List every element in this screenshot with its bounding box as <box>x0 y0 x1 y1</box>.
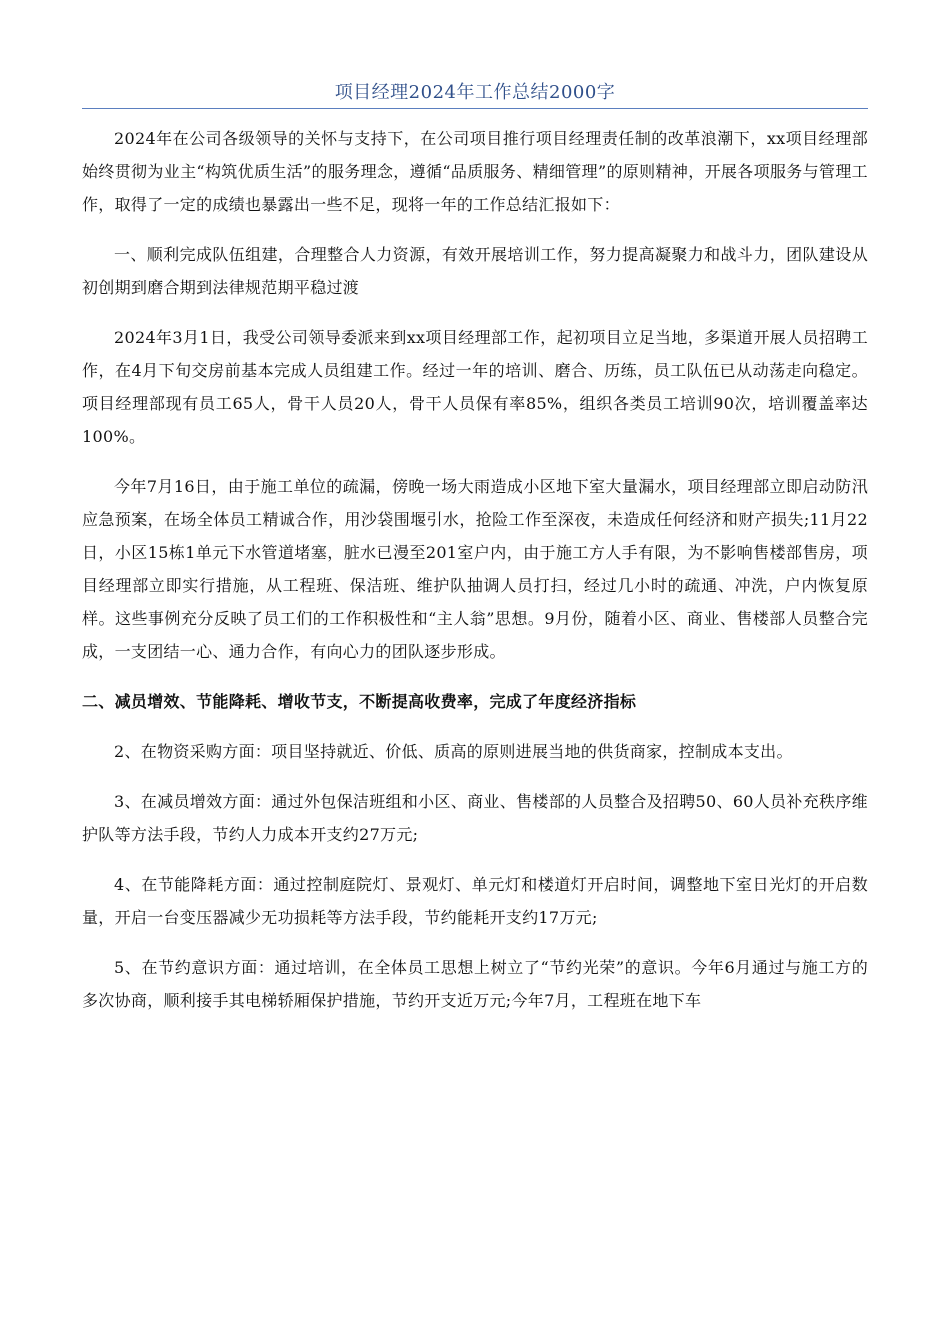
paragraph-item-4: 4、在节能降耗方面：通过控制庭院灯、景观灯、单元灯和楼道灯开启时间，调整地下室日光灯的开启数量，开启一台变压器减少无功损耗等方法手段，节约能耗开支约17万元; <box>82 875 868 927</box>
paragraph-item-3: 3、在减员增效方面：通过外包保洁班组和小区、商业、售楼部的人员整合及招聘50、60人员补充秩序维护队等方法手段，节约人力成本开支约27万元; <box>82 792 868 844</box>
intro-paragraph: 2024年在公司各级领导的关怀与支持下，在公司项目推行项目经理责任制的改革浪潮下，xx项目经理部始终贯彻为业主“构筑优质生活”的服务理念，遵循“品质服务、精细管理”的原则精神，开展各项服务与管理工作，取得了一定的成绩也暴露出一些不足，现将一年的工作总结汇报如下： <box>82 129 868 214</box>
document-title: 项目经理2024年工作总结2000字 <box>334 82 616 103</box>
paragraph-item-2: 2、在物资采购方面：项目坚持就近、价低、质高的原则进展当地的供货商家，控制成本支出。 <box>114 742 793 761</box>
title-underline <box>82 108 868 109</box>
paragraph-team-formation: 2024年3月1日，我受公司领导委派来到xx项目经理部工作，起初项目立足当地，多渠道开展人员招聘工作，在4月下旬交房前基本完成人员组建工作。经过一年的培训、磨合、历练，员工队伍已从动荡走向稳定。项目经理部现有员工65人，骨干人员20人，骨干人员保有率85%，组织各类员工培训90次，培训覆盖率达100%。 <box>82 328 868 446</box>
paragraph-item-5: 5、在节约意识方面：通过培训，在全体员工思想上树立了“节约光荣”的意识。今年6月通过与施工方的多次协商，顺利接手其电梯轿厢保护措施，节约开支近万元;今年7月，工程班在地下车 <box>82 958 868 1010</box>
paragraph-incidents: 今年7月16日，由于施工单位的疏漏，傍晚一场大雨造成小区地下室大量漏水，项目经理部立即启动防汛应急预案，在场全体员工精诚合作，用沙袋围堰引水，抢险工作至深夜，未造成任何经济和财产损失;11月22日，小区15栋1单元下水管道堵塞，脏水已漫至201室户内，由于施工方人手有限，为不影响售楼部售房，项目经理部立即实行措施，从工程班、保洁班、维护队抽调人员打扫，经过几小时的疏通、冲洗，户内恢复原样。这些事例充分反映了员工们的工作积极性和“主人翁”思想。9月份，随着小区、商业、售楼部人员整合完成，一支团结一心、通力合作，有向心力的团队逐步形成。 <box>82 477 868 661</box>
section-1-heading: 一、顺利完成队伍组建，合理整合人力资源，有效开展培训工作，努力提高凝聚力和战斗力，团队建设从初创期到磨合期到法律规范期平稳过渡 <box>82 245 868 297</box>
section-2-heading: 二、减员增效、节能降耗、增收节支，不断提高收费率，完成了年度经济指标 <box>82 692 637 711</box>
document-body <box>82 122 868 1034</box>
